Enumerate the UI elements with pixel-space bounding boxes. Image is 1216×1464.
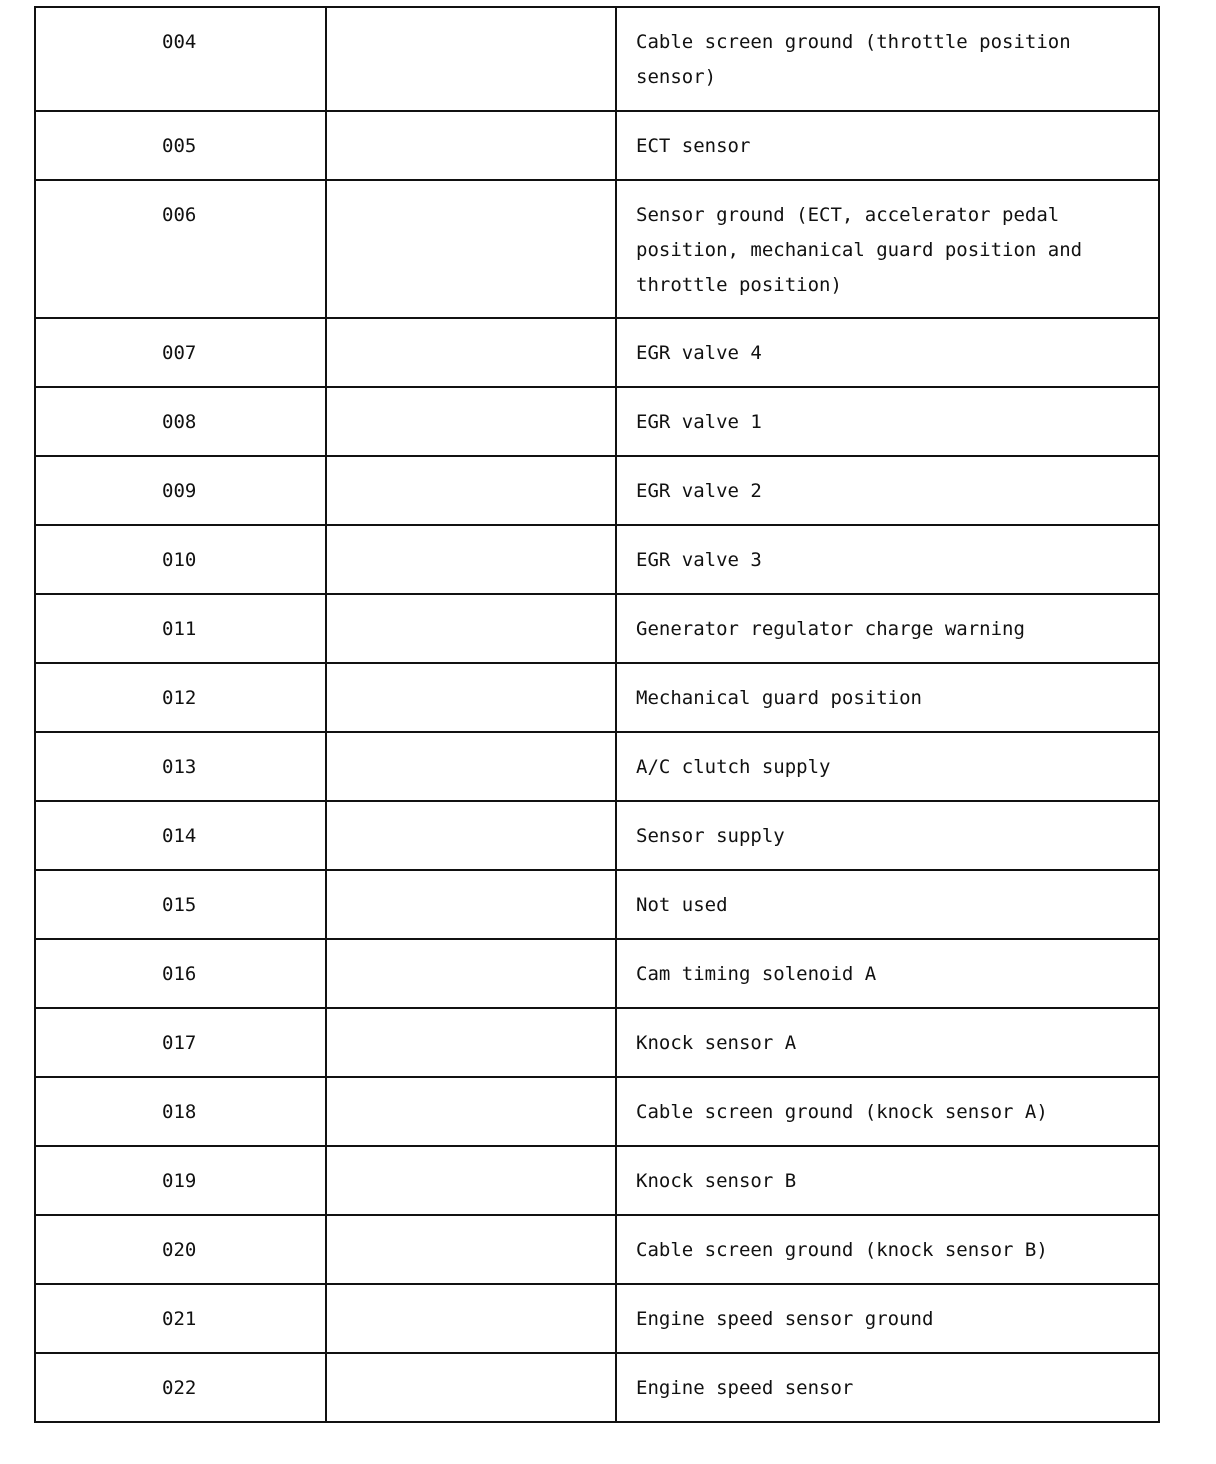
pin-number: 013: [35, 732, 326, 801]
table-row: [35, 111, 1159, 180]
pin-description: Sensor supply: [616, 801, 1159, 870]
pin-description: Cam timing solenoid A: [616, 939, 1159, 1008]
pin-description: Cable screen ground (knock sensor A): [616, 1077, 1159, 1146]
pin-number: 021: [35, 1284, 326, 1353]
table-row: [35, 1008, 1159, 1077]
pin-number: 017: [35, 1008, 326, 1077]
empty-cell: [326, 870, 616, 939]
pin-description: ECT sensor: [616, 111, 1159, 180]
empty-cell: [326, 594, 616, 663]
pin-number: 014: [35, 801, 326, 870]
empty-cell: [326, 732, 616, 801]
empty-cell: [326, 1215, 616, 1284]
table-row: [35, 870, 1159, 939]
pin-number: 012: [35, 663, 326, 732]
pin-description: Engine speed sensor ground: [616, 1284, 1159, 1353]
pin-number: 007: [35, 318, 326, 387]
table-row: [35, 594, 1159, 663]
pin-number: 010: [35, 525, 326, 594]
pin-number: 008: [35, 387, 326, 456]
empty-cell: [326, 1146, 616, 1215]
pin-description: Cable screen ground (throttle position sensor): [616, 7, 1159, 111]
pin-table: [34, 6, 1160, 1423]
table-row: [35, 7, 1159, 111]
pin-description: Generator regulator charge warning: [616, 594, 1159, 663]
pin-description: Engine speed sensor: [616, 1353, 1159, 1422]
pin-number: 022: [35, 1353, 326, 1422]
pin-description: EGR valve 2: [616, 456, 1159, 525]
pin-number: 019: [35, 1146, 326, 1215]
empty-cell: [326, 387, 616, 456]
table-row: [35, 732, 1159, 801]
pin-description: Knock sensor B: [616, 1146, 1159, 1215]
table-row: [35, 387, 1159, 456]
pin-number: 016: [35, 939, 326, 1008]
table-row: [35, 318, 1159, 387]
table-row: [35, 1215, 1159, 1284]
pin-number: 015: [35, 870, 326, 939]
pin-number: 009: [35, 456, 326, 525]
table-row: [35, 1353, 1159, 1422]
table-row: [35, 663, 1159, 732]
pin-description: EGR valve 4: [616, 318, 1159, 387]
empty-cell: [326, 801, 616, 870]
empty-cell: [326, 180, 616, 318]
table-row: [35, 1077, 1159, 1146]
table-row: [35, 180, 1159, 318]
pin-description: EGR valve 3: [616, 525, 1159, 594]
pin-description: Sensor ground (ECT, accelerator pedal position, mechanical guard position and throttle position): [616, 180, 1159, 318]
empty-cell: [326, 1284, 616, 1353]
pin-description: EGR valve 1: [616, 387, 1159, 456]
pin-number: 018: [35, 1077, 326, 1146]
table-row: [35, 525, 1159, 594]
empty-cell: [326, 456, 616, 525]
table-row: [35, 939, 1159, 1008]
pin-description: A/C clutch supply: [616, 732, 1159, 801]
table-row: [35, 456, 1159, 525]
pin-description: Knock sensor A: [616, 1008, 1159, 1077]
pin-description: Not used: [616, 870, 1159, 939]
table-row: [35, 1284, 1159, 1353]
pin-number: 011: [35, 594, 326, 663]
empty-cell: [326, 663, 616, 732]
empty-cell: [326, 525, 616, 594]
table-row: [35, 1146, 1159, 1215]
empty-cell: [326, 1353, 616, 1422]
empty-cell: [326, 111, 616, 180]
pin-number: 004: [35, 7, 326, 111]
empty-cell: [326, 7, 616, 111]
empty-cell: [326, 939, 616, 1008]
empty-cell: [326, 318, 616, 387]
pin-number: 006: [35, 180, 326, 318]
pin-description: Mechanical guard position: [616, 663, 1159, 732]
table-row: [35, 801, 1159, 870]
pin-number: 020: [35, 1215, 326, 1284]
pin-number: 005: [35, 111, 326, 180]
pin-description: Cable screen ground (knock sensor B): [616, 1215, 1159, 1284]
empty-cell: [326, 1077, 616, 1146]
empty-cell: [326, 1008, 616, 1077]
